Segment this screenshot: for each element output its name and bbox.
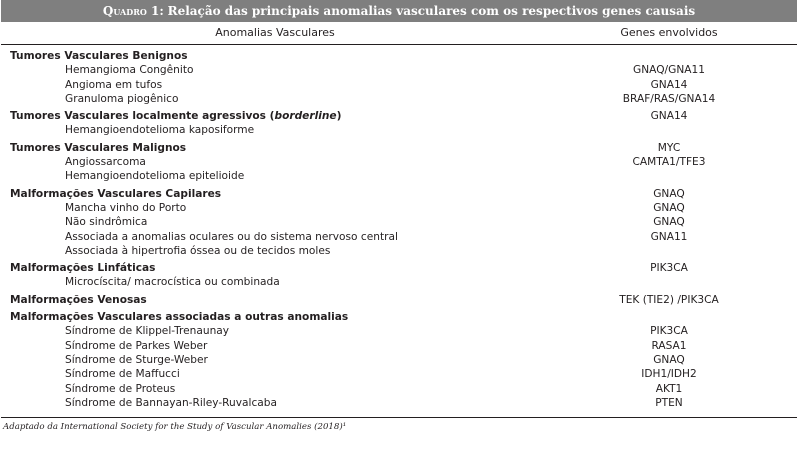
group-heading-text: Malformações Venosas xyxy=(10,293,147,306)
anomaly-group xyxy=(1,49,797,106)
table-row xyxy=(1,339,797,353)
table-row xyxy=(1,169,797,183)
group-gene: GNAQ xyxy=(653,187,685,200)
group-heading-text: Malformações Vasculares associadas a outras anomalias xyxy=(10,311,349,324)
group-heading xyxy=(10,141,186,155)
column-header-genes: Genes envolvidos xyxy=(620,26,718,39)
anomaly-name: Síndrome de Sturge-Weber xyxy=(65,353,208,366)
group-heading xyxy=(10,261,155,275)
anomaly-name: Hemangioma Congênito xyxy=(65,64,194,77)
group-heading-row xyxy=(1,49,797,63)
column-header-row xyxy=(1,22,797,45)
anomaly-name: Angioma em tufos xyxy=(65,78,163,91)
group-heading-row xyxy=(1,293,797,307)
group-heading xyxy=(10,49,188,63)
group-gene: GNA14 xyxy=(650,110,688,123)
anomaly-group xyxy=(1,261,797,290)
anomaly-group xyxy=(1,187,797,258)
table-row xyxy=(1,367,797,381)
anomaly-group xyxy=(1,310,797,410)
gene-value: CAMTA1/TFE3 xyxy=(632,156,706,169)
group-heading-text: Malformações Vasculares Capilares xyxy=(10,187,222,200)
table-row xyxy=(1,155,797,169)
group-heading xyxy=(10,187,221,201)
anomaly-name: Síndrome de Klippel-Trenaunay xyxy=(65,325,230,338)
vascular-anomalies-table xyxy=(1,0,797,432)
table-row xyxy=(1,78,797,92)
group-heading-text: Tumores Vasculares Benignos xyxy=(10,50,188,62)
group-heading-row xyxy=(1,141,797,155)
group-gene: MYC xyxy=(657,141,681,154)
group-heading xyxy=(10,310,348,324)
table-row xyxy=(1,201,797,215)
anomaly-name: Síndrome de Maffucci xyxy=(65,368,180,381)
gene-value: RASA1 xyxy=(651,339,687,352)
group-gene: TEK (TIE2) /PIK3CA xyxy=(619,293,719,306)
table-row xyxy=(1,382,797,396)
anomaly-name: Granuloma piogênico xyxy=(65,92,179,105)
group-heading-tail: ) xyxy=(336,110,342,123)
anomaly-name: Hemangioendotelioma kaposiforme xyxy=(65,124,255,137)
group-heading-row xyxy=(1,261,797,275)
group-gene: PIK3CA xyxy=(650,262,688,275)
table-row xyxy=(1,230,797,244)
gene-value: GNA11 xyxy=(650,230,688,243)
group-heading-text: Malformações Linfáticas xyxy=(10,262,156,275)
anomaly-name: Mancha vinho do Porto xyxy=(65,201,187,214)
gene-value: BRAF/RAS/GNA14 xyxy=(622,92,716,105)
table-row xyxy=(1,92,797,106)
gene-value: AKT1 xyxy=(655,382,683,395)
table-footnote: Adaptado da International Society for the Study of Vascular Anomalies (2018)¹ xyxy=(3,422,347,433)
table-body xyxy=(1,45,797,418)
anomaly-name: Microcíscita/ macrocística ou combinada xyxy=(65,276,280,289)
group-heading-row xyxy=(1,109,797,123)
gene-value: GNAQ xyxy=(653,201,685,214)
group-heading xyxy=(10,293,147,307)
table-title-label: Quadro 1: xyxy=(102,4,164,18)
group-heading-text: Tumores Vasculares localmente agressivos ( xyxy=(10,110,275,123)
gene-value: GNAQ xyxy=(653,353,685,366)
gene-value: GNAQ/GNA11 xyxy=(633,64,705,77)
group-heading xyxy=(10,109,341,123)
anomaly-name: Angiossarcoma xyxy=(65,156,146,169)
anomaly-name: Hemangioendotelioma epitelioide xyxy=(65,170,245,183)
anomaly-group xyxy=(1,109,797,138)
gene-value: GNA14 xyxy=(650,78,688,91)
table-row xyxy=(1,324,797,338)
anomaly-name: Associada à hipertrofia óssea ou de tecidos moles xyxy=(65,244,331,257)
gene-value: IDH1/IDH2 xyxy=(641,368,697,381)
gene-value: PIK3CA xyxy=(650,325,688,338)
anomaly-name: Síndrome de Parkes Weber xyxy=(65,339,208,352)
anomaly-name: Não sindrômica xyxy=(65,216,148,229)
anomaly-name: Síndrome de Bannayan-Riley-Ruvalcaba xyxy=(65,396,278,409)
group-heading-row xyxy=(1,310,797,324)
gene-value: PTEN xyxy=(655,396,683,409)
table-row xyxy=(1,123,797,137)
table-title xyxy=(1,0,797,22)
table-row xyxy=(1,353,797,367)
table-row xyxy=(1,396,797,410)
table-row xyxy=(1,63,797,77)
anomaly-name: Síndrome de Proteus xyxy=(65,382,176,395)
table-title-text: Relação das principais anomalias vasculares com os respectivos genes causais xyxy=(167,4,696,18)
column-header-anomalies: Anomalias Vasculares xyxy=(215,26,335,39)
group-heading-row xyxy=(1,187,797,201)
anomaly-group xyxy=(1,141,797,184)
anomaly-group xyxy=(1,293,797,307)
group-heading-text: Tumores Vasculares Malignos xyxy=(10,141,187,154)
anomaly-name: Associada a anomalias oculares ou do sistema nervoso central xyxy=(65,230,398,243)
group-heading-emphasis: borderline xyxy=(274,110,337,123)
gene-value: GNAQ xyxy=(653,216,685,229)
table-row xyxy=(1,275,797,289)
table-row xyxy=(1,244,797,258)
table-row xyxy=(1,215,797,229)
